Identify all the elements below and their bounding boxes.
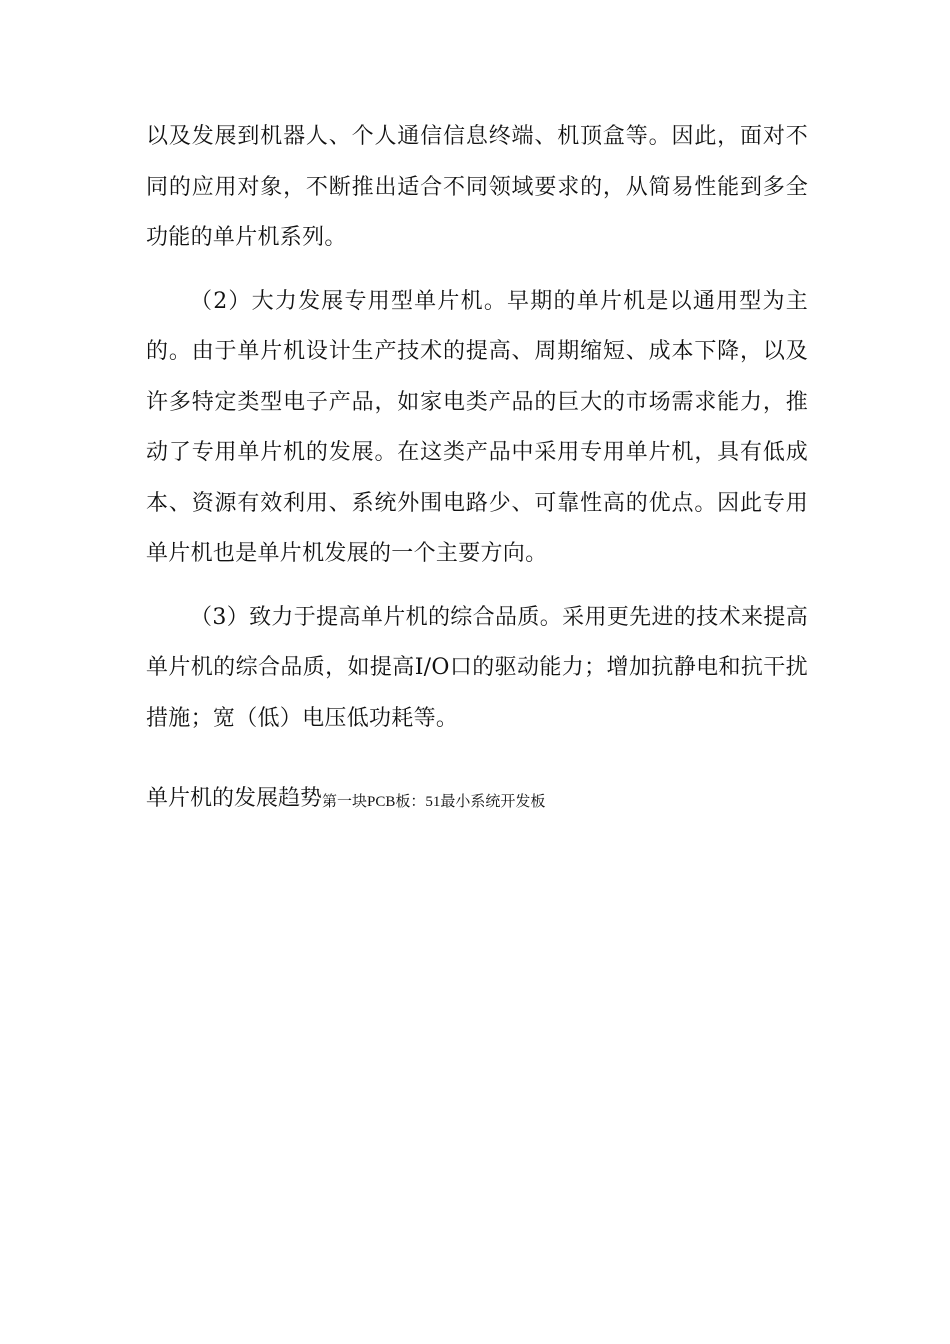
paragraph-continuation: 以及发展到机器人、个人通信信息终端、机顶盒等。因此，面对不同的应用对象，不断推出适合不同领域要求的，从简易性能到多全功能的单片机系列。 <box>146 124 808 250</box>
paragraph-item-3: （3）致力于提高单片机的综合品质。采用更先进的技术来提高单片机的综合品质，如提高I/O口的驱动能力；增加抗静电和抗干扰措施；宽（低）电压低功耗等。 <box>146 604 808 731</box>
footer-caption <box>146 784 808 816</box>
footer-subtitle: 第一块PCB板：51最小系统开发板 <box>322 794 546 810</box>
document-body <box>146 112 808 744</box>
footer-title: 单片机的发展趋势 <box>146 786 323 811</box>
paragraph-item-2: （2）大力发展专用型单片机。早期的单片机是以通用型为主的。由于单片机设计生产技术的提高、周期缩短、成本下降，以及许多特定类型电子产品，如家电类产品的巨大的市场需求能力，推动了专用单片机的发展。在这类产品中采用专用单片机，具有低成本、资源有效利用、系统外围电路少、可靠性高的优点。因此专用单片机也是单片机发展的一个主要方向。 <box>146 288 808 566</box>
